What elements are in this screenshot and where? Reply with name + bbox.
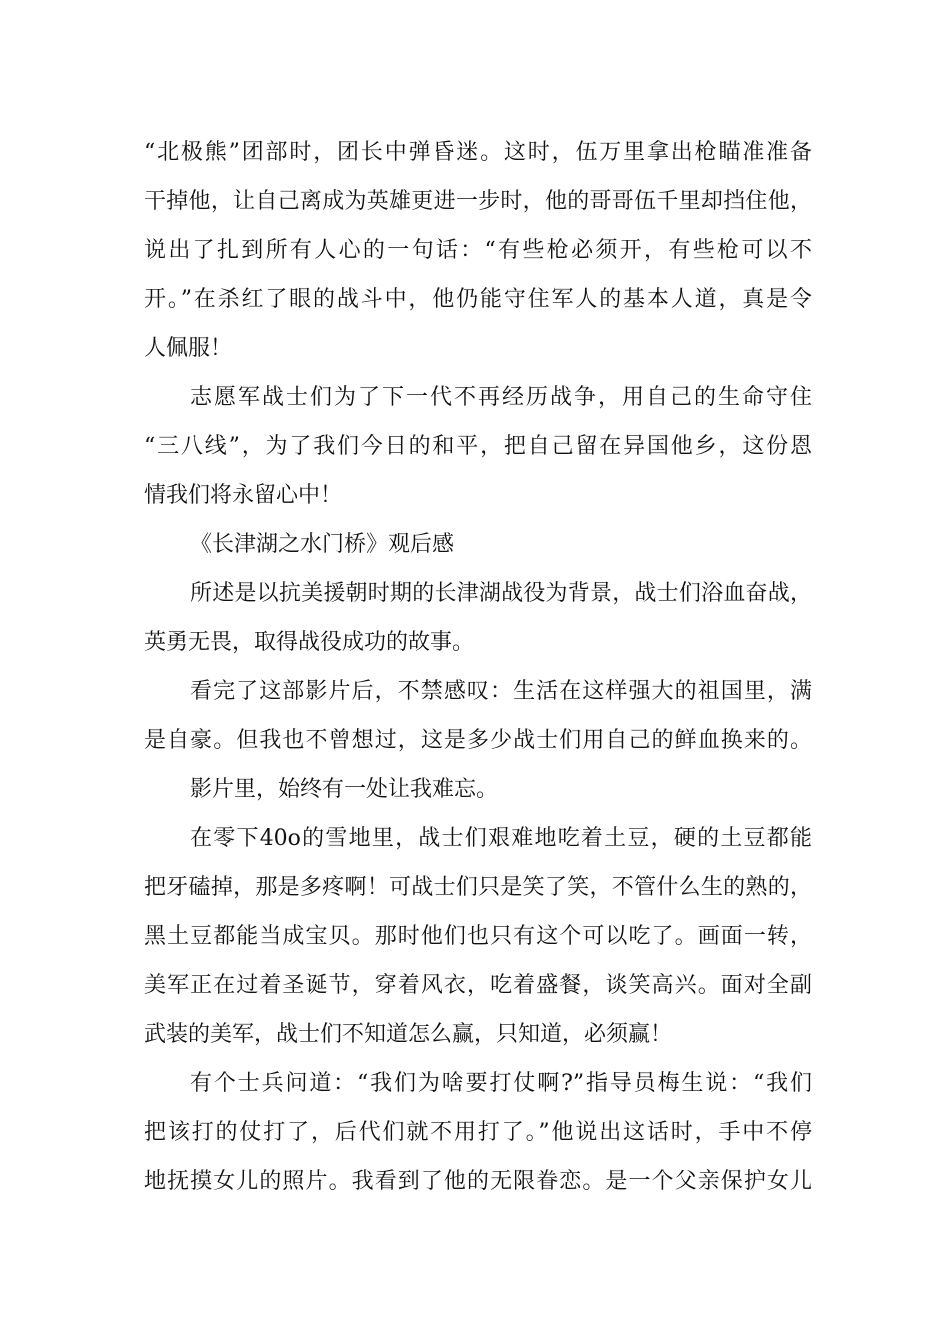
text-line: 武装的美军，战士们不知道怎么赢，只知道，必须赢！ [144,1022,673,1047]
text-line: 在零下40o的雪地里，战士们艰难地吃着土豆，硬的土豆都能 [190,826,812,851]
text-line: 美军正在过着圣诞节，穿着风衣，吃着盛餐，谈笑高兴。面对全副 [144,973,812,998]
text-line: 有个士兵问道：“我们为啥要打仗啊?”指导员梅生说：“我们 [190,1071,812,1096]
text-line: 志愿军战士们为了下一代不再经历战争，用自己的生命守住 [190,385,812,410]
text-line: 影片里，始终有一处让我难忘。 [190,777,499,802]
text-line: 干掉他，让自己离成为英雄更进一步时，他的哥哥伍千里却挡住他， [144,189,812,214]
text-line: “三八线”，为了我们今日的和平，把自己留在异国他乡，这份恩 [144,434,812,459]
text-line: 地抚摸女儿的照片。我看到了他的无限眷恋。是一个父亲保护女儿 [144,1169,812,1194]
section-heading: 《长津湖之水门桥》观后感 [190,532,455,557]
document-body [144,128,812,1206]
text-line: “北极熊”团部时，团长中弹昏迷。这时，伍万里拿出枪瞄准准备 [144,140,812,165]
text-line: 开。”在杀红了眼的战斗中，他仍能守住军人的基本人道，真是令 [144,287,812,312]
text-line: 黑土豆都能当成宝贝。那时他们也只有这个可以吃了。画面一转， [144,924,812,949]
text-line: 把该打的仗打了，后代们就不用打了。”他说出这话时，手中不停 [144,1120,812,1145]
text-line: 看完了这部影片后，不禁感叹：生活在这样强大的祖国里，满 [190,679,812,704]
text-line: 人佩服！ [144,336,233,361]
text-line: 情我们将永留心中！ [144,483,343,508]
text-line: 是自豪。但我也不曾想过，这是多少战士们用自己的鲜血换来的。 [144,728,812,753]
text-line: 英勇无畏，取得战役成功的故事。 [144,630,475,655]
text-line: 把牙磕掉，那是多疼啊！可战士们只是笑了笑，不管什么生的熟的， [144,875,812,900]
text-line: 说出了扎到所有人心的一句话：“有些枪必须开，有些枪可以不 [144,238,812,263]
text-line: 所述是以抗美援朝时期的长津湖战役为背景，战士们浴血奋战， [190,581,812,606]
